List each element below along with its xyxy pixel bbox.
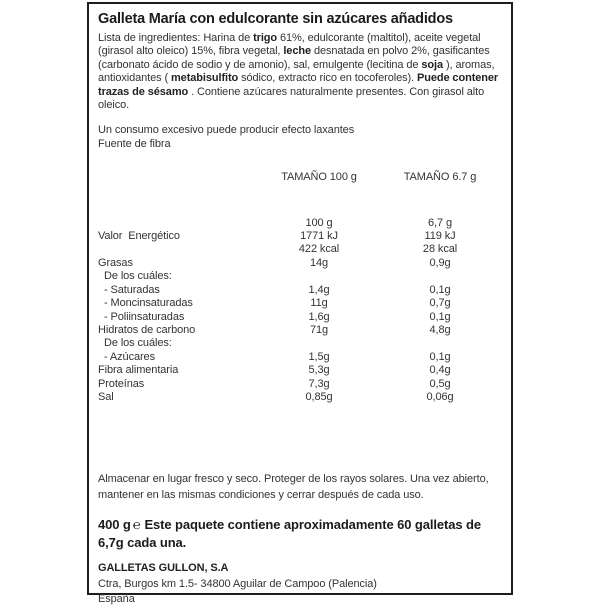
value-per-100g: 5,3g	[308, 364, 330, 377]
value-per-portion: 0,5g	[429, 377, 451, 390]
value-per-100g: 11g	[310, 297, 328, 310]
table-header-spacer	[98, 171, 260, 184]
column-header-per-portion: TAMAÑO 6.7 g	[403, 171, 477, 184]
table-header-row	[98, 171, 502, 184]
manufacturer-block	[98, 561, 502, 608]
table-row	[98, 364, 502, 377]
nutrient-label	[98, 217, 260, 230]
nutrient-label: Valor Energético	[98, 230, 180, 243]
value-per-100g: 14g	[309, 256, 329, 269]
net-weight-statement	[98, 516, 502, 551]
table-row	[98, 297, 502, 310]
value-per-portion: 119 kJ	[424, 230, 456, 243]
table-row	[98, 378, 502, 391]
nutrient-label: Proteínas	[98, 377, 145, 390]
nutrient-label	[98, 243, 260, 256]
value-per-portion: 6,7 g	[428, 216, 452, 229]
value-per-portion: 28 kcal	[422, 243, 458, 256]
nutrition-rows	[98, 217, 502, 405]
value-per-100g: 1,6g	[308, 310, 330, 323]
value-per-portion: 0,1g	[429, 350, 451, 363]
storage-instructions: Almacenar en lugar fresco y seco. Proteger de los rayos solares. Una vez abierto, mantener en las mismas condiciones y cerrar después de cada uso.	[98, 473, 489, 501]
nutrient-label: De los cuáles:	[104, 337, 172, 350]
table-row	[98, 243, 502, 256]
estimated-sign-icon: ℮	[132, 517, 141, 533]
net-quantity: 400 g	[98, 517, 131, 533]
nutrition-table	[98, 171, 502, 404]
fiber-claim: Fuente de fibra	[98, 137, 171, 150]
value-per-portion	[378, 270, 502, 283]
nutrient-label: Fibra alimentaria	[98, 364, 179, 377]
product-label	[87, 2, 513, 606]
value-per-100g: 7,3g	[308, 377, 330, 390]
value-per-portion: 0,06g	[426, 390, 454, 403]
value-per-portion: 0,4g	[429, 364, 451, 377]
manufacturer-country: España	[98, 593, 135, 606]
value-per-100g: 1,4g	[308, 283, 330, 296]
table-row	[98, 257, 502, 270]
value-per-100g: 1,5g	[308, 350, 330, 363]
laxative-warning: Un consumo excesivo puede producir efecto laxantes	[98, 124, 355, 137]
nutrient-label: Grasas	[98, 256, 133, 269]
table-row	[98, 324, 502, 337]
nutrient-label: - Azúcares	[104, 350, 155, 363]
manufacturer-address: Ctra, Burgos km 1.5- 34800 Aguilar de Campoo (Palencia)	[98, 577, 377, 590]
value-per-100g	[260, 270, 378, 283]
value-per-portion: 0,9g	[429, 256, 451, 269]
value-per-100g: 100 g	[305, 216, 333, 229]
table-row	[98, 391, 502, 404]
table-row	[98, 337, 502, 350]
nutrient-label: De los cuáles:	[104, 270, 172, 283]
package-count-text: Este paquete contiene aproximadamente 60 galletas de 6,7g cada una.	[98, 517, 481, 550]
nutrient-label: - Moncinsaturadas	[104, 297, 193, 310]
value-per-portion: 0,7g	[429, 297, 451, 310]
nutrient-label: Sal	[98, 390, 114, 403]
nutrient-label: Hidratos de carbono	[98, 323, 196, 336]
value-per-100g: 71g	[309, 323, 329, 336]
table-row	[98, 284, 502, 297]
table-row	[98, 351, 502, 364]
table-row	[98, 230, 502, 243]
value-per-portion	[378, 337, 502, 350]
manufacturer-name: GALLETAS GULLON, S.A	[98, 562, 229, 575]
value-per-portion: 0,1g	[429, 283, 451, 296]
value-per-100g: 0,85g	[305, 390, 333, 403]
product-title: Galleta María con edulcorante sin azúcares añadidos	[98, 11, 453, 27]
nutrient-label: - Saturadas	[104, 283, 160, 296]
value-per-portion: 0,1g	[429, 310, 451, 323]
column-header-per-100g: TAMAÑO 100 g	[281, 171, 357, 184]
ingredients-paragraph: Lista de ingredientes: Harina de trigo 61%, edulcorante (maltitol), aceite vegetal (girasol alto oleico) 15%, fibra vegetal, leche desnatada en polvo 2%, gasificantes (carbonato ácido de sodio y de amonio), sal, emulgente (lecitina de soja ), aromas, antioxidantes ( metabisulfito sódico, extracto rico en tocoferoles). Puede contener trazas de sésamo . Contiene azúcares naturalmente presentes. Con girasol alto oleico.	[98, 32, 499, 112]
table-row	[98, 270, 502, 283]
value-per-100g: 422 kcal	[298, 243, 340, 256]
value-per-100g	[260, 337, 378, 350]
value-per-100g: 1771 kJ	[300, 230, 338, 243]
table-row	[98, 217, 502, 230]
table-row	[98, 311, 502, 324]
value-per-portion: 4,8g	[429, 323, 451, 336]
nutrient-label: - Poliinsaturadas	[104, 310, 185, 323]
